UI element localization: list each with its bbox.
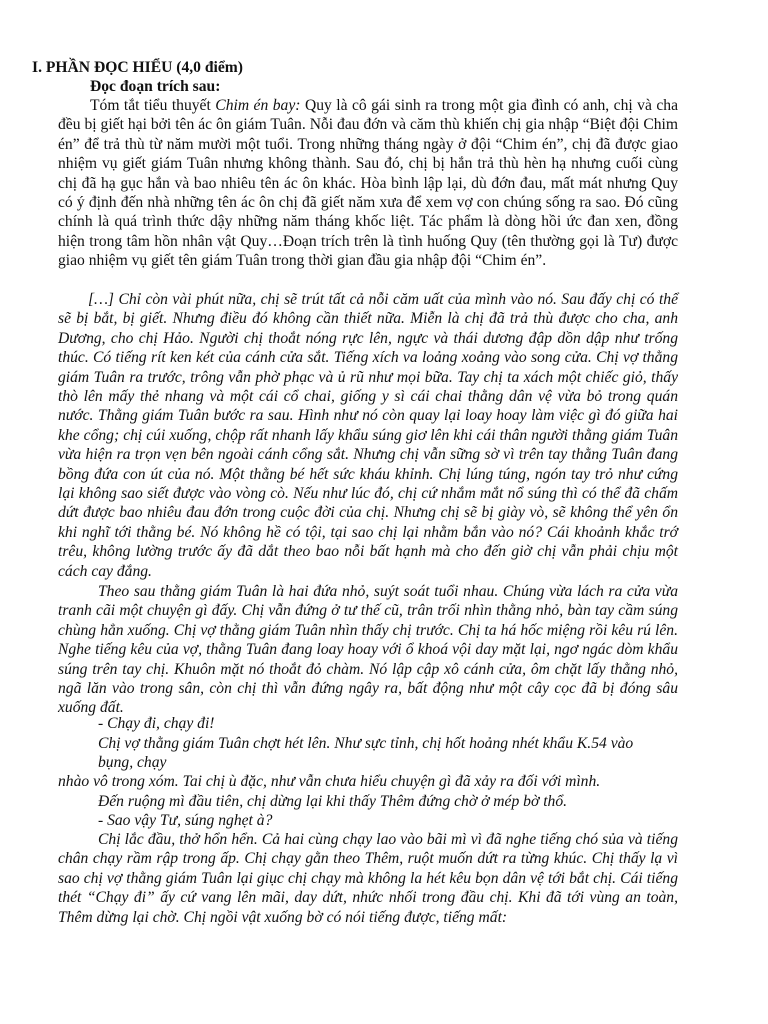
dialog-line-run: - Chạy đi, chạy đi!	[98, 715, 215, 732]
excerpt-paragraph-1: […] Chỉ còn vài phút nữa, chị sẽ trút tất cả nỗi căm uất của mình vào nó. Sau đấy chị có thể sẽ bị bắt, bị giết. Nhưng điều đó không cần thiết nữa. Miễn là chị đã trả thù được cho cha, anh Dương, cho chị Hảo. Người chị thoắt nóng rực lên, ngực và thái dương đập dồn dập như trống thúc. Có tiếng rít ken két của cánh cửa sắt. Tiếng xích va loảng xoảng vào song cửa. Chị vợ thằng giám Tuân ra trước, trông vẫn phờ phạc và ủ rũ như mọi bữa. Tay chị ta xách một chiếc giỏ, thấy thò lên mấy thẻ nhang và một cái cổ chai, giống y sì cái chai thằng dân vệ vừa bỏ trong quán nước. Thằng giám Tuân bước ra sau. Hình như nó còn quay lại loay hoay làm việc gì đó giữa hai khe cổng; chị cúi xuống, chộp rất nhanh lấy khẩu súng giơ lên khi cái thân người thằng giám Tuân vừa hiện ra trọn vẹn bên ngoài cánh cổng sắt. Nhưng chị vẫn sững sờ vì trên tay thằng Tuân đang bồng đứa con út của nó. Một thằng bé hết sức kháu khỉnh. Chị lúng túng, ngón tay trỏ như cứng lại không sao siết được vào vòng cò. Nếu như lúc đó, chị cứ nhắm mắt nổ súng thì có thể đã chấm dứt được bao nhiêu đau đớn trong cuộc đời của chị. Nhưng chị sẽ bị giày vò, sẽ không thể yên ổn khi nghĩ tới thằng bé. Nó không hề có tội, tại sao chị lại nhằm bắn vào nó? Cái khoảnh khắc trớ trêu, không lường trước ấy đã dắt theo bao nỗi bất hạnh mà cho đến giờ chị vẫn phải chịu một cách cay đắng.	[58, 291, 678, 580]
summary-text: Quy là cô gái sinh ra trong một gia đình có anh, chị và cha đều bị giết hại bởi tên ác ôn giám Tuân. Nỗi đau đớn và căm thù khiến chị gia nhập “Biệt đội Chim én” để trả thù từ năm mười một tuổi. Trong những tháng ngày ở đội “Chim én”, chị đã được giao nhiệm vụ giết giám Tuân nhưng không thành. Sau đó, chị bị hắn trả thù hèn hạ nhưng cuối cùng chị đã hạ gục hắn và bao nhiêu tên ác ôn khác. Hòa bình lập lại, dù đớn đau, mất mát nhưng Quy có ý định đến nhà những tên ác ôn chị đã giết năm xưa để xem vợ con chúng sống ra sao. Đó cũng chính là quá trình thức dậy những năm tháng khốc liệt. Tác phẩm là dòng hồi ức đan xen, đồng hiện trong tâm hồn nhân vật Quy…Đoạn trích trên là tình huống Quy (tên thường gọi là Tư) được giao nhiệm vụ giết tên giám Tuân trong thời gian đầu gia nhập đội “Chim én”.	[58, 97, 679, 270]
novel-title: Chim én bay:	[215, 97, 301, 114]
narration-line-field: Đến ruộng mì đầu tiên, chị dừng lại khi thấy Thêm đứng chờ ở mép bờ thổ.	[98, 793, 568, 810]
narration-line-village: nhào vô trong xóm. Tai chị ù đặc, như vẫn chưa hiểu chuyện gì đã xảy ra đối với mình.	[58, 773, 601, 790]
summary-lead-in: Tóm tắt tiểu thuyết	[90, 97, 216, 114]
narration-line-run-belly: bụng, chạy	[98, 754, 167, 771]
summary-paragraph	[58, 96, 678, 271]
excerpt-paragraph-2: Theo sau thằng giám Tuân là hai đứa nhỏ, suýt soát tuổi nhau. Chúng vừa lách ra cửa vừa tranh cãi một chuyện gì đấy. Chị vẫn đứng ở tư thế cũ, trân trối nhìn thằng nhỏ, bàn tay cầm súng chùng hẳn xuống. Chị vợ thằng giám Tuân nhìn thấy chị trước. Chị ta há hốc miệng rồi kêu rú lên. Nghe tiếng kêu của vợ, thằng Tuân đang loay hoay với ổ khoá vội day mặt lại, ngơ ngác dòm khẩu súng trên tay chị. Khuôn mặt nó thoắt đỏ chàm. Nó lập cập xô cánh cửa, ôm chặt lấy thằng nhỏ, ngã lăn vào trong sân, còn chị thì vẫn đứng ngây ra, bất động như một cây cọc đã bị đóng sâu xuống đất.	[58, 583, 678, 717]
excerpt-paragraph-final: Chị lắc đầu, thở hổn hển. Cả hai cùng chạy lao vào bãi mì vì đã nghe tiếng chó sủa và tiếng chân chạy rầm rập trong ấp. Chị chạy gằn theo Thêm, ruột muốn dứt ra từng khúc. Chị thấy lạ vì sao chị vợ thằng giám Tuân lại giục chị chạy mà không la hét kêu bọn dân vệ tới bắt chị. Cái tiếng thét “Chạy đi” ấy cứ vang lên mãi, day dứt, nhức nhối trong đầu chị. Khi đã tới vùng an toàn, Thêm dừng lại chờ. Chị ngồi vật xuống bờ có nói tiếng được, tiếng mất:	[58, 831, 678, 926]
reading-instruction: Đọc đoạn trích sau:	[90, 78, 221, 95]
section-heading: I. PHẦN ĐỌC HIỂU (4,0 điểm)	[32, 59, 243, 76]
dialog-line-question: - Sao vậy Tư, súng nghẹt à?	[98, 812, 273, 829]
narration-line-scream: Chị vợ thằng giám Tuân chợt hét lên. Như sực tỉnh, chị hốt hoảng nhét khẩu K.54 vào	[98, 735, 634, 752]
